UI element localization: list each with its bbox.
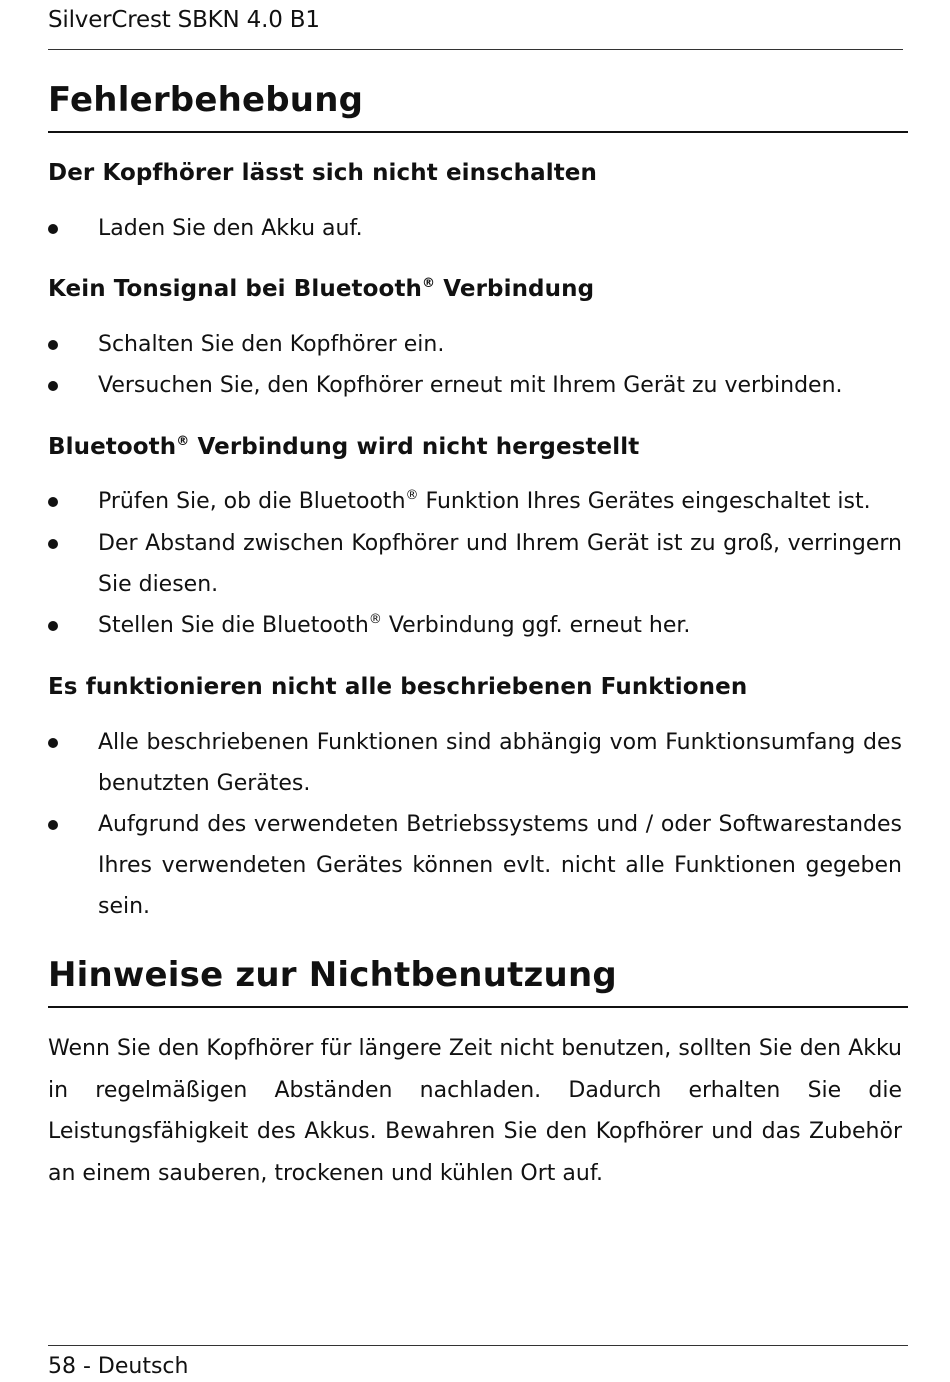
running-header: SilverCrest SBKN 4.0 B1 xyxy=(48,7,320,33)
list-item: Alle beschriebenen Funktionen sind abhängig vom Funktionsumfang des benutzten Gerätes. xyxy=(98,730,902,796)
section-title-rule xyxy=(48,1006,908,1008)
subheading-no-sound: Kein Tonsignal bei Bluetooth® Verbindung xyxy=(48,276,595,302)
list-item: Laden Sie den Akku auf. xyxy=(98,216,363,241)
subheading-no-connection: Bluetooth® Verbindung wird nicht hergestellt xyxy=(48,434,640,460)
paragraph-storage: Wenn Sie den Kopfhörer für längere Zeit nicht benutzen, sollten Sie den Akku in regelmäßigen Abständen nachladen. Dadurch erhalten Sie die Leistungsfähigkeit des Akkus. Bewahren Sie den Kopfhörer und das Zubehör an einem sauberen, trockenen und kühlen Ort auf. xyxy=(48,1036,902,1186)
bullet-icon xyxy=(48,340,58,350)
bullet-icon xyxy=(48,224,58,234)
subheading-power: Der Kopfhörer lässt sich nicht einschalten xyxy=(48,160,597,186)
list-item: Stellen Sie die Bluetooth® Verbindung ggf. erneut her. xyxy=(98,612,691,638)
bullet-icon xyxy=(48,738,58,748)
bullet-icon xyxy=(48,539,58,549)
bullet-icon xyxy=(48,820,58,830)
list-item: Der Abstand zwischen Kopfhörer und Ihrem Gerät ist zu groß, verringern Sie diesen. xyxy=(98,531,902,597)
list-item: Schalten Sie den Kopfhörer ein. xyxy=(98,332,445,357)
section-title-rule xyxy=(48,131,908,133)
bullet-icon xyxy=(48,497,58,507)
list-item: Aufgrund des verwendeten Betriebssystems und / oder Softwarestandes Ihres verwendeten Gerätes können evlt. nicht alle Funktionen gegeben sein. xyxy=(98,812,902,919)
header-rule xyxy=(48,49,903,50)
bullet-icon xyxy=(48,381,58,391)
list-item: Prüfen Sie, ob die Bluetooth® Funktion Ihres Gerätes eingeschaltet ist. xyxy=(98,488,871,514)
section-title-fehlerbehebung: Fehlerbehebung xyxy=(48,80,364,120)
footer-rule xyxy=(48,1345,908,1346)
bullet-icon xyxy=(48,621,58,631)
list-item: Versuchen Sie, den Kopfhörer erneut mit Ihrem Gerät zu verbinden. xyxy=(98,373,843,398)
section-title-nichtbenutzung: Hinweise zur Nichtbenutzung xyxy=(48,955,617,995)
page-footer: 58 - Deutsch xyxy=(48,1354,189,1379)
subheading-functions: Es funktionieren nicht alle beschriebenen Funktionen xyxy=(48,674,748,700)
